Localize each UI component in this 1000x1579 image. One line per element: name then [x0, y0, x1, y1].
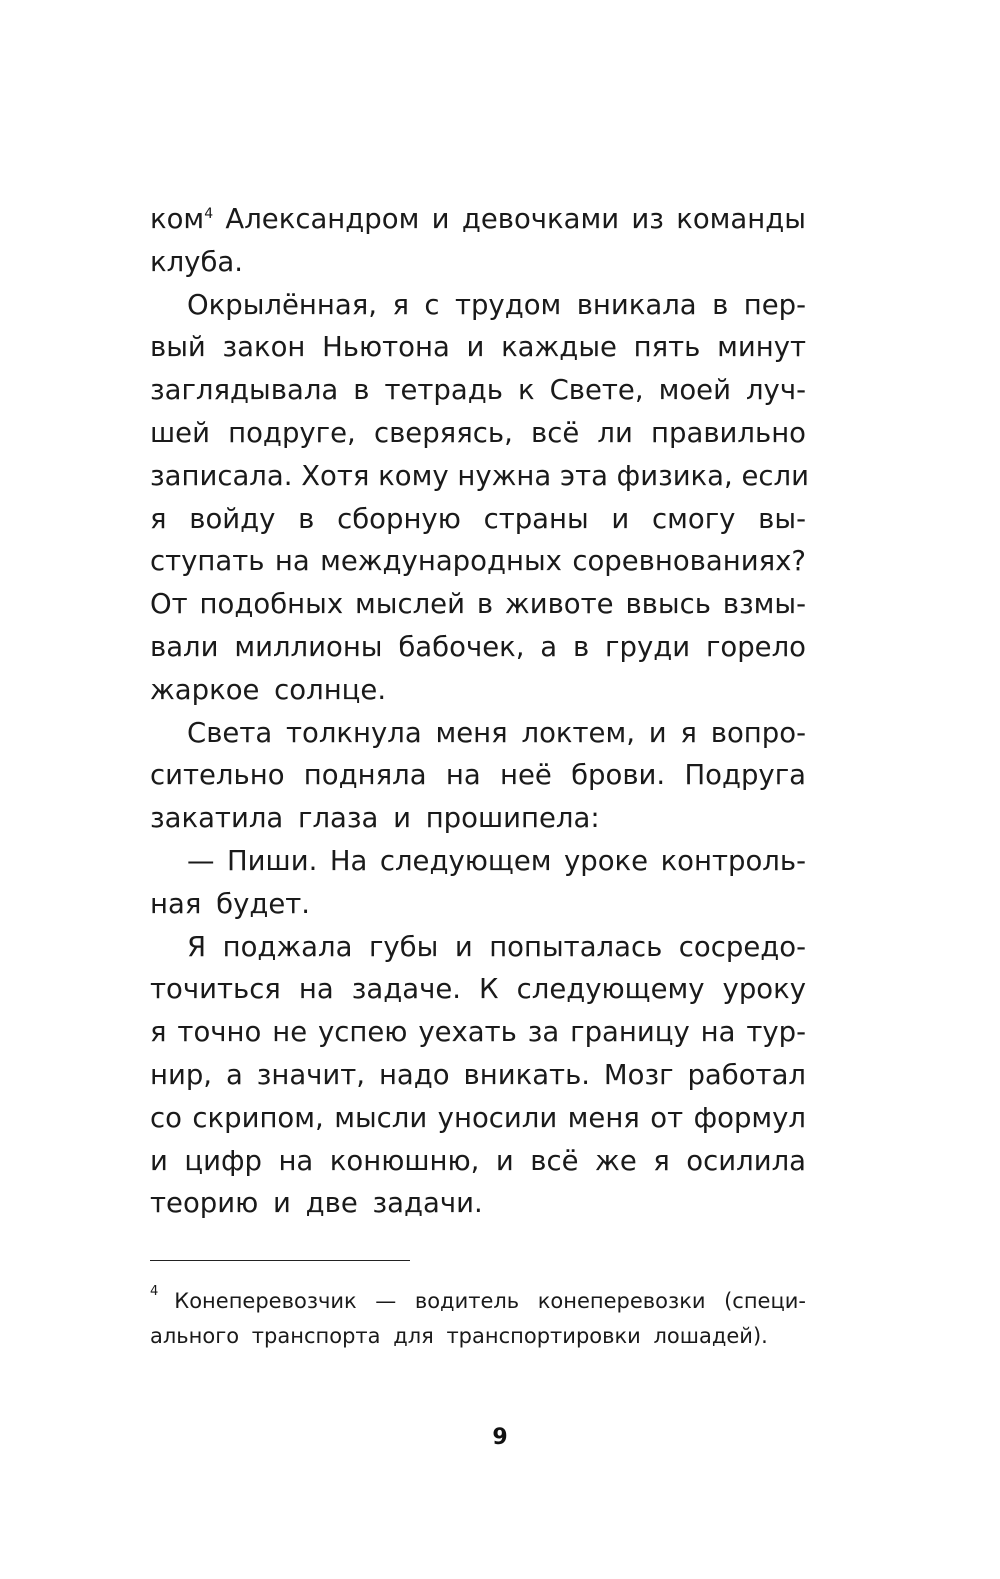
footnote-line [150, 1284, 806, 1319]
text-line: шей подруге, сверяясь, всё ли правильно [150, 416, 806, 449]
paragraph-4 [150, 840, 806, 926]
footnote-reference: 4 [204, 205, 214, 222]
footnote [150, 1284, 806, 1354]
text-line: я войду в сборную страны и смогу вы- [150, 502, 806, 535]
text-line: Света толкнула меня локтем, и я вопро- [187, 716, 806, 749]
text-line: сительно подняла на неё брови. Подруга [150, 759, 806, 792]
text-line: со скрипом, мысли уносили меня от формул [150, 1101, 806, 1134]
text-line: нир, а значит, надо вникать. Мозг работал [150, 1058, 806, 1091]
text-line: — Пиши. На следующем уроке контроль- [187, 844, 806, 877]
text-line: Я поджала губы и попыталась сосредо- [187, 930, 806, 963]
paragraph-2 [150, 284, 809, 712]
text-line: записала. Хотя кому нужна эта физика, если [150, 459, 809, 492]
text-line: вали миллионы бабочек, а в груди горело [150, 630, 806, 663]
text-line: От подобных мыслей в животе ввысь взмы- [150, 588, 806, 621]
text-line: закатила глаза и прошипела: [150, 802, 600, 835]
paragraph-1 [150, 198, 806, 284]
text-fragment: ком [150, 203, 205, 235]
text-line: ная будет. [150, 887, 311, 920]
text-line: теорию и две задачи. [150, 1187, 483, 1220]
footnote-line: ального транспорта для транспортировки лошадей). [150, 1324, 768, 1348]
text-line: точиться на задаче. К следующему уроку [150, 973, 806, 1006]
footnote-text: Конеперевозчик — водитель конеперевозки (специ- [174, 1289, 806, 1313]
text-fragment: Александром и девочками из команды [213, 203, 806, 235]
footnote-marker: 4 [150, 1284, 159, 1299]
text-line: я точно не успею уехать за границу на тур- [150, 1016, 806, 1049]
text-line: вый закон Ньютона и каждые пять минут [150, 331, 806, 364]
text-line: заглядывала в тетрадь к Свете, моей луч- [150, 374, 806, 407]
text-line: клуба. [150, 245, 244, 278]
text-line: Окрылённая, я с трудом вникала в пер- [187, 288, 806, 321]
main-text [150, 198, 809, 1225]
footnote-divider [150, 1260, 410, 1261]
page-number: 9 [492, 1425, 508, 1450]
paragraph-5 [150, 926, 806, 1226]
text-line: жаркое солнце. [150, 673, 387, 706]
text-line: ступать на международных соревнованиях? [150, 545, 806, 578]
text-line: и цифр на конюшню, и всё же я осилила [150, 1144, 806, 1177]
paragraph-3 [150, 712, 806, 840]
text-line [150, 198, 806, 241]
